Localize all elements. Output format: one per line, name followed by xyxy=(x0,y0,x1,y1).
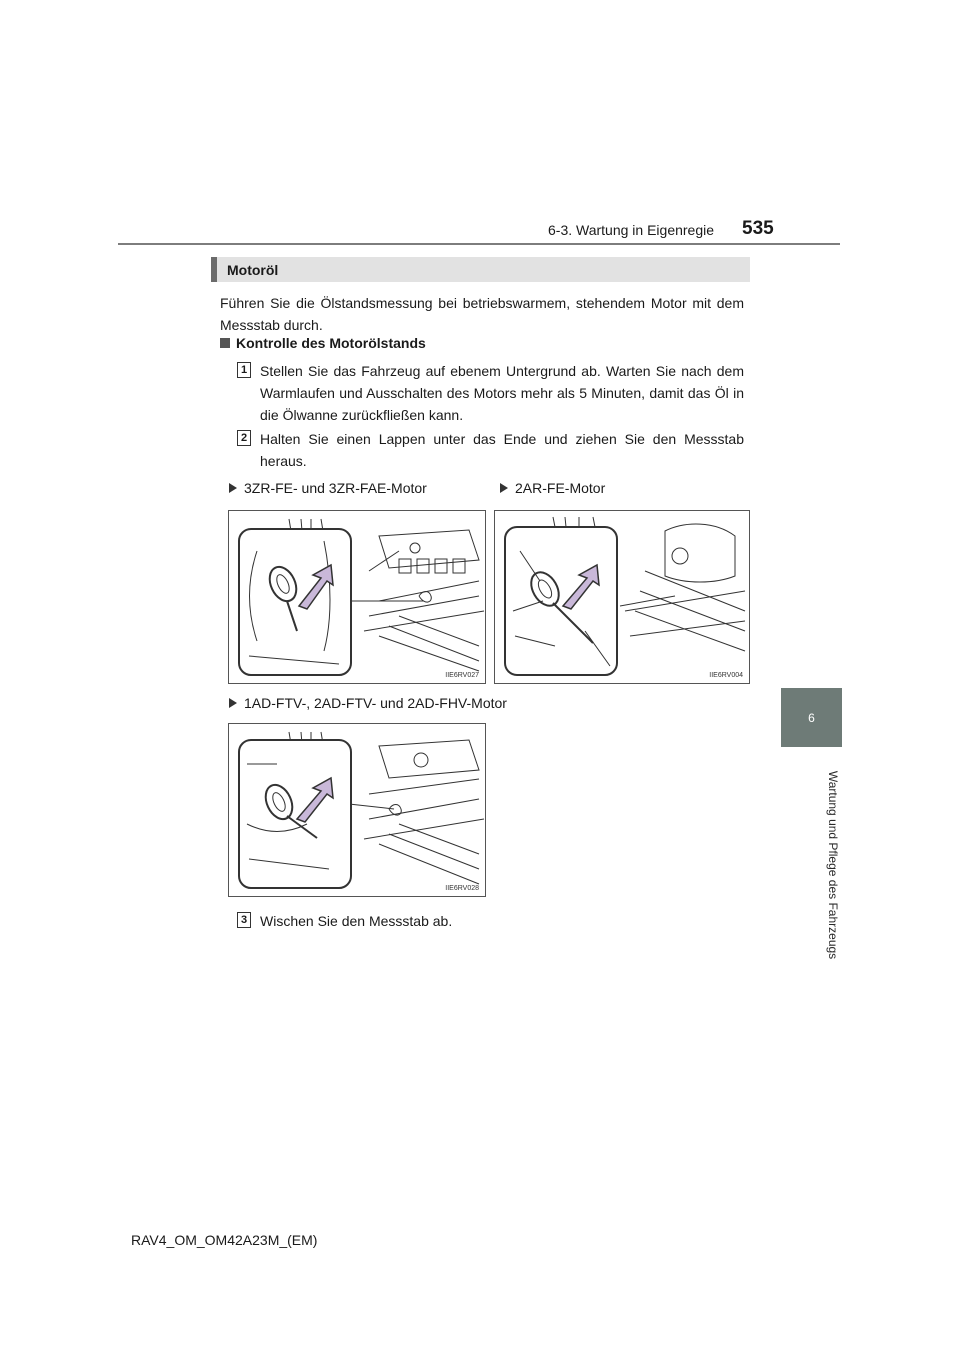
step-text-1: Stellen Sie das Fahrzeug auf ebenem Untergrund ab. Warten Sie nach dem Warmlaufen und Ausschalten des Motors mehr als 5 Minuten, damit das Öl in die Ölwanne zurückfließen kann. xyxy=(260,363,744,423)
dipstick-illustration-svg xyxy=(229,511,485,683)
document-id-footer: RAV4_OM_OM42A23M_(EM) xyxy=(131,1232,318,1248)
figure-code: IIE6RV004 xyxy=(709,672,743,679)
triangle-bullet-icon xyxy=(229,483,237,493)
triangle-bullet-icon xyxy=(500,483,508,493)
header-rule xyxy=(118,243,840,245)
engine-label-text: 1AD-FTV-, 2AD-FTV- und 2AD-FHV-Motor xyxy=(244,695,507,711)
step-text-3: Wischen Sie den Messstab ab. xyxy=(260,913,453,929)
square-bullet-icon xyxy=(220,338,230,348)
step-number-1: 1 xyxy=(237,362,251,378)
engine-label-3 xyxy=(229,695,507,711)
page-number: 535 xyxy=(742,218,774,239)
engine-label-2 xyxy=(500,480,605,496)
engine-label-1 xyxy=(229,480,427,496)
step-number-3: 3 xyxy=(237,912,251,928)
dipstick-illustration-svg xyxy=(495,511,749,683)
intro-paragraph: Führen Sie die Ölstandsmessung bei betriebswarmem, stehendem Motor mit dem Messstab durch. xyxy=(220,295,744,333)
subheading xyxy=(220,335,426,351)
triangle-bullet-icon xyxy=(229,698,237,708)
step-number-2: 2 xyxy=(237,430,251,446)
section-title: Motoröl xyxy=(227,261,279,278)
engine-label-text: 2AR-FE-Motor xyxy=(515,480,606,496)
subheading-text: Kontrolle des Motorölstands xyxy=(236,335,426,351)
chapter-title-vertical: Wartung und Pflege des Fahrzeugs xyxy=(826,770,840,960)
chapter-number: 6 xyxy=(808,710,815,725)
figure-code: IIE6RV027 xyxy=(445,672,479,679)
running-header-section: 6-3. Wartung in Eigenregie xyxy=(548,222,715,238)
engine-illustration-3 xyxy=(228,723,486,897)
step-text-2: Halten Sie einen Lappen unter das Ende und ziehen Sie den Messstab heraus. xyxy=(260,431,744,469)
chapter-tab xyxy=(781,688,842,747)
figure-code: IIE6RV028 xyxy=(445,885,479,892)
engine-label-text: 3ZR-FE- und 3ZR-FAE-Motor xyxy=(244,480,427,496)
dipstick-illustration-svg xyxy=(229,724,485,896)
section-heading xyxy=(211,257,750,282)
engine-illustration-2 xyxy=(494,510,750,684)
engine-illustration-1 xyxy=(228,510,486,684)
